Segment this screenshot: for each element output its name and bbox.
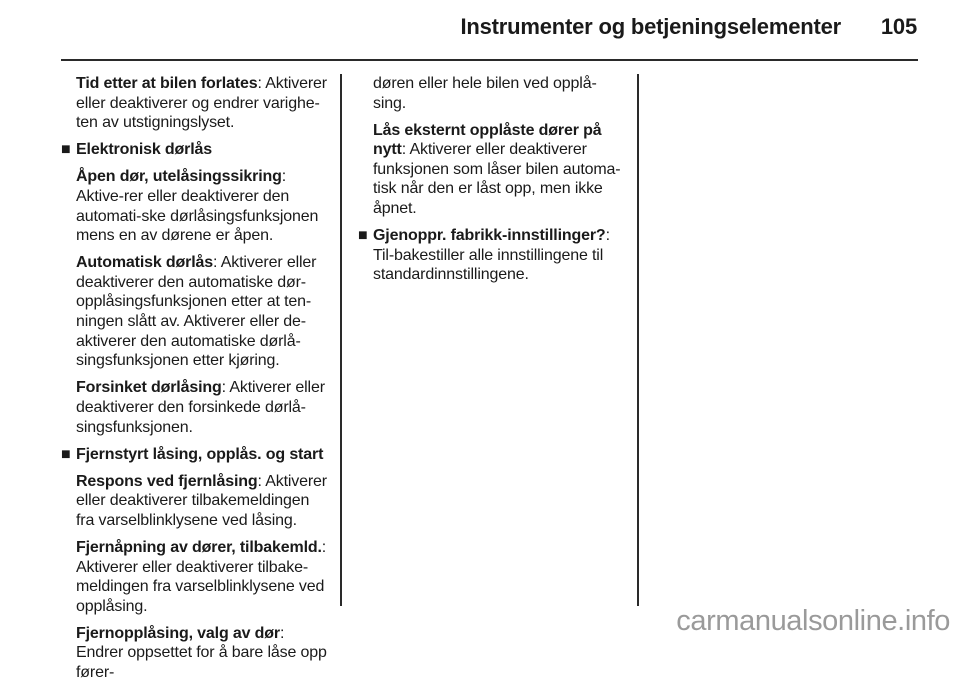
term-open-door-anti-lockout: Åpen dør, utelåsingssikring: [76, 168, 282, 186]
text-exit-lighting: : Aktiverer eller deaktiverer og endrer varighe-ten av utstigningslyset.: [76, 75, 327, 132]
paragraph-delayed-door-lock: [61, 378, 331, 437]
paragraph-auto-door-lock: [61, 253, 331, 371]
heading-electronic-door-lock: Elektronisk dørlås: [76, 141, 213, 159]
bullet-factory-reset: [358, 226, 628, 285]
text-remote-unlock-feedback: : Aktiverer eller deaktiverer tilbake-meldingen fra varselblinklysene ved opplåsing.: [76, 538, 327, 615]
right-column: [358, 74, 628, 292]
text-remote-lock-feedback: : Aktiverer eller deaktiverer tilbakemeldingen fra varselblinklysene ved låsing.: [76, 472, 327, 529]
paragraph-exit-lighting: [61, 74, 331, 133]
text-auto-door-lock: : Aktiverer eller deaktiverer den automatiske dør-opplåsingsfunksjonen etter at ten-ningen slått av. Aktiverer eller de-aktiverer den automatiske dørlå-singsfunksjonen etter kjøring.: [76, 254, 317, 370]
paragraph-relock-doors: [358, 121, 628, 219]
page-title: Instrumenter og betjeningselementer: [460, 14, 841, 39]
column-divider: [340, 74, 342, 606]
text-delayed-door-lock: : Aktiverer eller deaktiverer den forsinkede dørlå-singsfunksjonen.: [76, 379, 325, 436]
text-continued-door-select: døren eller hele bilen ved opplå-sing.: [373, 75, 597, 112]
term-relock-doors: Lås eksternt opplåste dører på nytt: [373, 121, 602, 159]
term-auto-door-lock: Automatisk dørlås: [76, 254, 214, 272]
column-divider: [637, 74, 639, 606]
paragraph-remote-unlock-door-select: [61, 624, 331, 683]
bullet-electronic-door-lock: [61, 140, 331, 160]
paragraph-open-door-anti-lockout: [61, 167, 331, 245]
left-column: [61, 74, 331, 690]
term-delayed-door-lock: Forsinket dørlåsing: [76, 379, 222, 397]
page-number: 105: [880, 14, 917, 39]
watermark: carmanualsonline.info: [676, 605, 950, 637]
header-rule: [61, 59, 918, 61]
bullet-remote-locking: [61, 445, 331, 465]
paragraph-remote-unlock-feedback: [61, 538, 331, 616]
text-relock-doors: : Aktiverer eller deaktiverer funksjonen som låser bilen automa-tisk når den er låst opp, men ikke åpnet.: [373, 141, 621, 218]
term-remote-unlock-feedback: Fjernåpning av dører, tilbakemld.: [76, 538, 322, 556]
bullet-marker: ■: [61, 141, 71, 159]
heading-remote-locking: Fjernstyrt låsing, opplås. og start: [76, 445, 324, 463]
bullet-marker: ■: [358, 227, 368, 245]
text-remote-unlock-door-select: : Endrer oppsettet for å bare låse opp fører-: [76, 624, 327, 682]
text-open-door-anti-lockout: : Aktive-rer eller deaktiverer den automati-ske dørlåsingsfunksjonen mens en av dørene er åpen.: [76, 168, 319, 245]
text-factory-reset: : Til-bakestiller alle innstillingene til standardinnstillingene.: [373, 227, 610, 284]
term-exit-lighting: Tid etter at bilen forlates: [76, 75, 258, 92]
term-remote-lock-feedback: Respons ved fjernlåsing: [76, 472, 258, 490]
paragraph-continued-door-select: [358, 74, 628, 113]
term-factory-reset: Gjenoppr. fabrikk-innstillinger?: [373, 227, 606, 245]
paragraph-remote-lock-feedback: [61, 472, 331, 531]
bullet-marker: ■: [61, 445, 71, 463]
term-remote-unlock-door-select: Fjernopplåsing, valg av dør: [76, 624, 280, 642]
